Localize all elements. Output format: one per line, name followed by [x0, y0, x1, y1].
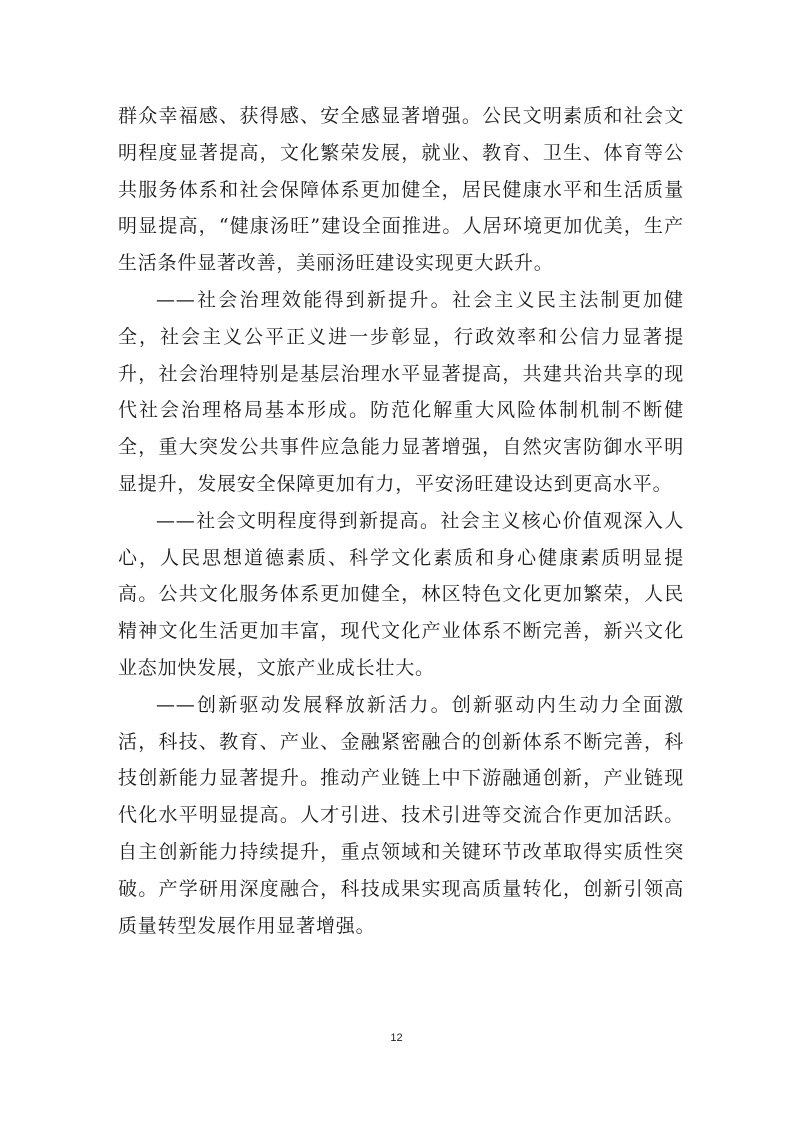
paragraph-continuation: 群众幸福感、获得感、安全感显著增强。公民文明素质和社会文明程度显著提高，文化繁荣发展，就业、教育、卫生、体育等公共服务体系和社会保障体系更加健全，居民健康水平和生活质量明显提高，“健康汤旺”建设全面推进。人居环境更加优美，生产生活条件显著改善，美丽汤旺建设实现更大跃升。: [118, 105, 684, 275]
page-number: 12: [390, 1032, 403, 1044]
paragraph-social-governance: ——社会治理效能得到新提升。社会主义民主法制更加健全，社会主义公平正义进一步彰显，行政效率和公信力显著提升，社会治理特别是基层治理水平显著提高，共建共治共享的现代社会治理格局基本形成。防范化解重大风险体制机制不断健全，重大突发公共事件应急能力显著增强，自然灾害防御水平明显提升，发展安全保障更加有力，平安汤旺建设达到更高水平。: [118, 288, 684, 495]
paragraph-social-civilization: ——社会文明程度得到新提高。社会主义核心价值观深入人心，人民思想道德素质、科学文化素质和身心健康素质明显提高。公共文化服务体系更加健全，林区特色文化更加繁荣，人民精神文化生活更加丰富，现代文化产业体系不断完善，新兴文化业态加快发展，文旅产业成长壮大。: [118, 509, 684, 679]
paragraph-innovation: ——创新驱动发展释放新活力。创新驱动内生动力全面激活，科技、教育、产业、金融紧密融合的创新体系不断完善，科技创新能力显著提升。推动产业链上中下游融通创新，产业链现代化水平明显提高。人才引进、技术引进等交流合作更加活跃。自主创新能力持续提升，重点领域和关键环节改革取得实质性突破。产学研用深度融合，科技成果实现高质量转化，创新引领高质量转型发展作用显著增强。: [118, 693, 684, 937]
document-body: [118, 98, 684, 944]
